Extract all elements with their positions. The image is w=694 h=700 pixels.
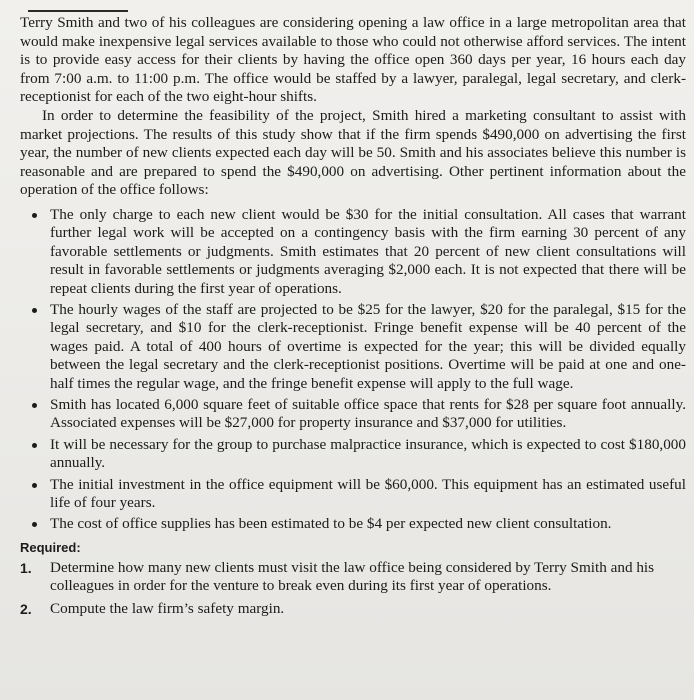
required-heading: Required: (20, 539, 81, 555)
requirement-list (20, 559, 686, 618)
bullet-icon (32, 403, 37, 408)
bullet-item (20, 476, 686, 513)
bullet-icon (32, 213, 37, 218)
bullet-text: Smith has located 6,000 square feet of suitable office space that rents for $28 per square foot annually. Associated expenses will be $27,000 for property insurance and $37,000 for utilities. (50, 396, 686, 432)
bullet-item (20, 436, 686, 473)
bullet-text: The hourly wages of the staff are projected to be $25 for the lawyer, $20 for the paralegal, $15 for the legal secretary, and $10 for the clerk-receptionist. Fringe benefit expense will be 40 percent of the wages paid. A total of 400 hours of overtime is expected for the year; this will be divided equally between the legal secretary and the clerk-receptionist positions. Overtime will be paid at one and one-half times the regular wage, and the fringe benefit expense will apply to the full wage. (50, 300, 686, 392)
bullet-icon (32, 483, 37, 488)
second-paragraph: In order to determine the feasibility of the project, Smith hired a marketing consultant to assist with market projections. The results of this study show that if the firm spends $490,000 on advertising the first year, the number of new clients expected each day will be 50. Smith and his associates believe this number is reasonable and are prepared to spend the $490,000 on advertising. Other pertinent information about the operation of the office follows: (20, 106, 686, 199)
bullet-icon (32, 308, 37, 313)
top-rule (28, 10, 128, 12)
requirement-number: 2. (20, 600, 32, 617)
bullet-text: It will be necessary for the group to purchase malpractice insurance, which is expected to cost $180,000 annually. (50, 435, 686, 472)
bullet-icon (32, 443, 37, 448)
bullet-text: The only charge to each new client would be $30 for the initial consultation. All cases that warrant further legal work will be accepted on a contingency basis with the firm earning 30 percent of any favorable settlements or judgments. Smith estimates that 20 percent of new client consultations will result in favorable settlements or judgments averaging $2,000 each. It is not expected that there will be repeat clients during the first year of operations. (50, 205, 686, 297)
requirement-text: Compute the law firm’s safety margin. (50, 599, 285, 617)
bullet-text: The cost of office supplies has been estimated to be $4 per expected new client consultation. (50, 515, 612, 533)
bullet-item (20, 515, 686, 533)
requirement-item (20, 559, 686, 596)
bullet-item (20, 206, 686, 298)
info-bullet-list (20, 206, 686, 534)
bullet-icon (32, 522, 37, 527)
requirement-text: Determine how many new clients must visit the law office being considered by Terry Smith and his colleagues in order for the venture to break even during its first year of operations. (50, 558, 655, 595)
intro-paragraph: Terry Smith and two of his colleagues are considering opening a law office in a large metropolitan area that would make inexpensive legal services available to those who could not otherwise afford services. The intent is to provide easy access for their clients by having the office open 360 days per year, 16 hours each day from 7:00 a.m. to 11:00 p.m. The office would be staffed by a lawyer, paralegal, legal secretary, and clerk-receptionist for each of the two eight-hour shifts. (20, 14, 686, 106)
bullet-text: The initial investment in the office equipment will be $60,000. This equipment has an estimated useful life of four years. (50, 475, 686, 512)
requirement-number: 1. (20, 559, 32, 576)
bullet-item (20, 396, 686, 433)
requirement-item (20, 600, 686, 618)
bullet-item (20, 301, 686, 393)
